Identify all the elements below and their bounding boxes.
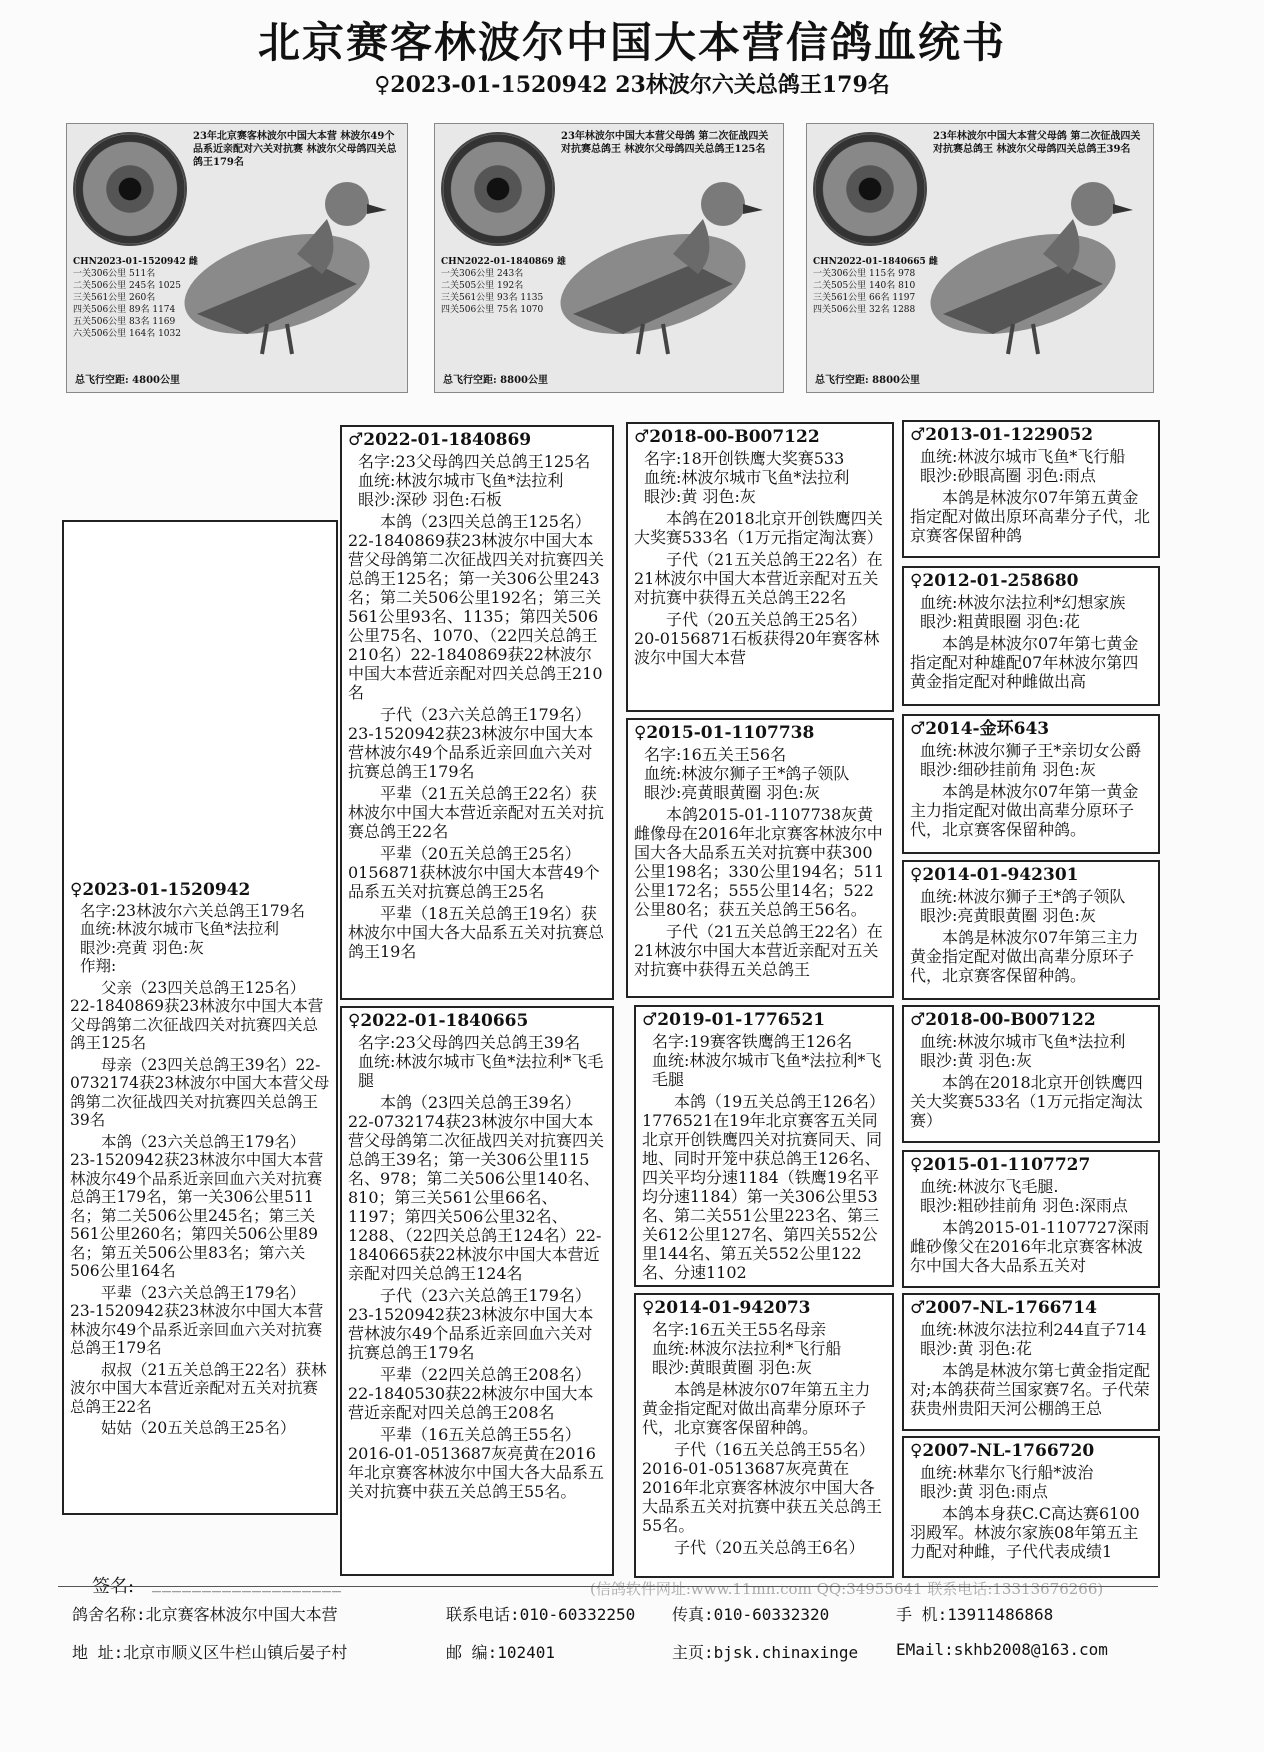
homepage-link[interactable]: 主页:bjsk.chinaxinge bbox=[672, 1643, 859, 1662]
address: 地 址:北京市顺义区牛栏山镇后晏子村 bbox=[72, 1643, 348, 1662]
photo-stat-line: 二关505公里 192名 bbox=[441, 281, 524, 291]
ggp-bloodline: 血统:林波尔狮子王*鸽子领队 bbox=[920, 887, 1126, 906]
photo-footer: 总飞行空距: 4800公里 bbox=[75, 375, 181, 386]
pigeon-photo-card bbox=[434, 123, 784, 393]
photo-stat-line: 三关561公里 260名 bbox=[73, 293, 156, 303]
ggp-ring: ♀2015-01-1107727 bbox=[910, 1155, 1091, 1175]
ggp-eye-color: 眼沙:细砂挂前角 羽色:灰 bbox=[920, 760, 1096, 779]
phone-number: 联系电话:010-60332250 bbox=[446, 1605, 636, 1624]
dam-bloodline: 血统:林波尔城市飞鱼*法拉利*飞毛腿 bbox=[358, 1052, 604, 1090]
sire-eye-color: 眼沙:深砂 羽色:石板 bbox=[358, 490, 502, 509]
self-note: 母亲（23四关总鸽王39名）22-0732174获23林波尔中国大本营父母鸽第二次征战四关对抗赛四关总鸽王39名 bbox=[70, 1055, 330, 1129]
ggp-note: 本鸽是林波尔07年第一黄金主力指定配对做出高辈分原环子代，北京赛客保留种鸽。 bbox=[910, 782, 1139, 839]
sire-dam-note: 本鸽2015-01-1107738灰黄雌像母在2016年北京赛客林波尔中国大各大品系五关对抗赛中获300公里198名；330公里194名；511公里172名；555公里14名；522公里80名；获五关总鸽王56名。 bbox=[634, 805, 885, 919]
ggp-note: 本鸽是林波尔07年第三主力黄金指定配对做出高辈分原环子代，北京赛客保留种鸽。 bbox=[910, 928, 1139, 985]
ggp-ring: ♂2007-NL-1766714 bbox=[910, 1298, 1097, 1318]
ggp-note: 本鸽是林波尔07年第五黄金指定配对做出原环高辈分子代，北京赛客保留种鸽 bbox=[910, 488, 1151, 545]
sire-sire-ring: ♂2018-00-B007122 bbox=[634, 427, 820, 447]
ggp-note: 本鸽在2018北京开创铁鹰四关大奖赛533名（1万元指定淘汰赛） bbox=[910, 1073, 1143, 1130]
dam-sire-box bbox=[634, 1005, 894, 1287]
ggp-ring: ♂2013-01-1229052 bbox=[910, 425, 1094, 445]
dam-dam-eye-color: 眼沙:黄眼黄圈 羽色:灰 bbox=[652, 1358, 812, 1377]
photo-footer: 总飞行空距: 8800公里 bbox=[443, 375, 549, 386]
ggp-eye-color: 眼沙:黄 羽色:雨点 bbox=[920, 1482, 1048, 1501]
ggp-bloodline: 血统:林波尔狮子王*亲切女公爵 bbox=[920, 741, 1142, 760]
great-grandparent-box bbox=[902, 1293, 1160, 1431]
dam-sire-bloodline: 血统:林波尔城市飞鱼*法拉利*飞毛腿 bbox=[652, 1051, 882, 1089]
ggp-bloodline: 血统:林波尔城市飞鱼*法拉利 bbox=[920, 1032, 1126, 1051]
sire-sire-name: 名字:18开创铁鹰大奖赛533 bbox=[644, 449, 845, 468]
photo-ring: CHN2022-01-1840869 雄 bbox=[441, 257, 566, 267]
ggp-eye-color: 眼沙:黄 羽色:花 bbox=[920, 1339, 1032, 1358]
ggp-eye-color: 眼沙:黄 羽色:灰 bbox=[920, 1051, 1032, 1070]
photo-stat-line: 五关506公里 83名 1169 bbox=[73, 317, 176, 327]
photo-stat-line: 四关506公里 32名 1288 bbox=[813, 305, 916, 315]
ggp-ring: ♀2012-01-258680 bbox=[910, 571, 1079, 591]
photo-stat-line: 六关506公里 164名 1032 bbox=[73, 329, 181, 339]
sire-dam-note: 子代（21五关总鸽王22名）在21林波尔中国大本营近亲配对五关对抗赛中获得五关总鸽王 bbox=[634, 922, 883, 979]
great-grandparent-box bbox=[902, 420, 1160, 558]
ggp-bloodline: 血统:林波尔法拉利*幻想家族 bbox=[920, 593, 1126, 612]
dam-sire-ring: ♂2019-01-1776521 bbox=[642, 1010, 826, 1030]
photo-stat-line: 一关306公里 511名 bbox=[73, 269, 156, 279]
sire-note: 平辈（21五关总鸽王22名）获林波尔中国大本营近亲配对五关对抗赛总鸽王22名 bbox=[348, 784, 605, 841]
loft-name: 鸽舍名称:北京赛客林波尔中国大本营 bbox=[72, 1605, 338, 1624]
ggp-ring: ♂2018-00-B007122 bbox=[910, 1010, 1096, 1030]
sire-dam-bloodline: 血统:林波尔狮子王*鸽子领队 bbox=[644, 764, 850, 783]
dam-sire-name: 名字:19赛客铁鹰鸽王126名 bbox=[652, 1032, 853, 1051]
signature-label: 签名: bbox=[92, 1576, 135, 1597]
dam-dam-bloodline: 血统:林波尔法拉利*飞行船 bbox=[652, 1339, 842, 1358]
photo-caption: 23年林波尔中国大本营父母鸽 第二次征战四关对抗赛总鸽王 林波尔父母鸽四关总鸽王39名 bbox=[933, 131, 1141, 155]
ggp-bloodline: 血统:林辈尔飞行船*波治 bbox=[920, 1463, 1094, 1482]
document-title: 北京赛客林波尔中国大本营信鸽血统书 bbox=[257, 18, 1006, 67]
dam-note: 平辈（16五关总鸽王55名）2016-01-0513687灰亮黄在2016年北京赛客林波尔中国大各大品系五关对抗赛中获五关总鸽王55名。 bbox=[348, 1425, 605, 1501]
ggp-bloodline: 血统:林波尔城市飞鱼*飞行船 bbox=[920, 447, 1126, 466]
mobile-number: 手 机:13911486868 bbox=[896, 1605, 1054, 1624]
sire-note: 平辈（20五关总鸽王25名）0156871获林波尔中国大本营49个品系五关对抗赛总鸽王25名 bbox=[348, 844, 600, 901]
dam-dam-name: 名字:16五关王55名母亲 bbox=[652, 1320, 827, 1339]
ggp-eye-color: 眼沙:亮黄眼黄圈 羽色:灰 bbox=[920, 906, 1096, 925]
self-bloodline: 血统:林波尔城市飞鱼*法拉利 bbox=[80, 920, 279, 938]
great-grandparent-box bbox=[902, 714, 1160, 854]
photo-stat-line: 三关561公里 66名 1197 bbox=[813, 293, 916, 303]
sire-dam-eye-color: 眼沙:亮黄眼黄圈 羽色:灰 bbox=[644, 783, 820, 802]
dam-dam-note: 子代（16五关总鸽王55名）2016-01-0513687灰亮黄在2016年北京赛客林波尔中国大各大品系五关对抗赛中获五关总鸽王55名。 bbox=[642, 1440, 883, 1535]
photo-ring: CHN2022-01-1840665 雌 bbox=[813, 257, 938, 267]
ggp-note: 本鸽是林波尔第七黄金指定配对;本鸽获荷兰国家赛7名。子代荣获贵州贵阳天河公棚鸽王总 bbox=[910, 1361, 1151, 1418]
sire-dam-box bbox=[626, 718, 894, 998]
great-grandparent-box bbox=[902, 1005, 1160, 1143]
great-grandparent-box bbox=[902, 1436, 1160, 1578]
ggp-ring: ♀2014-01-942301 bbox=[910, 865, 1079, 885]
postal-code: 邮 编:102401 bbox=[446, 1643, 556, 1662]
sire-sire-eye-color: 眼沙:黄 羽色:灰 bbox=[644, 487, 756, 506]
ggp-note: 本鸽是林波尔07年第七黄金指定配对种雄配07年林波尔第四黄金指定配对种雌做出高 bbox=[910, 634, 1139, 691]
self-note: 平辈（23六关总鸽王179名）23-1520942获23林波尔中国大本营林波尔49个品系近亲回血六关对抗赛总鸽王179名 bbox=[70, 1283, 324, 1357]
ggp-eye-color: 眼沙:砂眼高圈 羽色:雨点 bbox=[920, 466, 1096, 485]
self-ring: ♀2023-01-1520942 bbox=[70, 880, 251, 900]
sire-ring: ♂2022-01-1840869 bbox=[348, 430, 532, 450]
pigeon-image bbox=[903, 164, 1143, 364]
ggp-eye-color: 眼沙:粗黄眼圈 羽色:花 bbox=[920, 612, 1080, 631]
dam-note: 平辈（22四关总鸽王208名）22-1840530获22林波尔中国大本营近亲配对四关总鸽王208名 bbox=[348, 1365, 594, 1422]
dam-dam-note: 子代（20五关总鸽王6名） bbox=[674, 1538, 865, 1557]
self-note: 叔叔（21五关总鸽王22名）获林波尔中国大本营近亲配对五关对抗赛总鸽王22名 bbox=[70, 1360, 327, 1416]
photo-footer: 总飞行空距: 8800公里 bbox=[815, 375, 921, 386]
document-subtitle: ♀2023-01-1520942 23林波尔六关总鸽王179名 bbox=[374, 72, 890, 98]
dam-dam-box bbox=[634, 1293, 894, 1578]
self-note: 父亲（23四关总鸽王125名）22-1840869获23林波尔中国大本营父母鸽第二次征战四关对抗赛四关总鸽王125名 bbox=[70, 978, 324, 1052]
self-pigeon-box bbox=[62, 520, 338, 1515]
photo-stat-line: 二关506公里 245名 1025 bbox=[73, 281, 181, 291]
fax-number: 传真:010-60332320 bbox=[672, 1605, 830, 1624]
photo-stat-line: 四关506公里 89名 1174 bbox=[73, 305, 176, 315]
dam-dam-note: 本鸽是林波尔07年第五主力黄金指定配对做出高辈分原环子代，北京赛客保留种鸽。 bbox=[642, 1380, 871, 1437]
dam-box bbox=[340, 1006, 614, 1576]
ggp-eye-color: 眼沙:粗砂挂前角 羽色:深雨点 bbox=[920, 1196, 1128, 1215]
great-grandparent-box bbox=[902, 860, 1160, 1000]
sire-dam-ring: ♀2015-01-1107738 bbox=[634, 723, 815, 743]
sire-sire-note: 子代（21五关总鸽王22名）在21林波尔中国大本营近亲配对五关对抗赛中获得五关总鸽王22名 bbox=[634, 550, 883, 607]
photo-stat-line: 一关306公里 243名 bbox=[441, 269, 524, 279]
dam-note: 子代（23六关总鸽王179名）23-1520942获23林波尔中国大本营林波尔49个品系近亲回血六关对抗赛总鸽王179名 bbox=[348, 1286, 594, 1362]
ggp-note: 本鸽本身获C.C高达赛6100羽殿军。林波尔家族08年第五主力配对种雌，子代代表成绩1 bbox=[910, 1504, 1140, 1561]
self-note: 本鸽（23六关总鸽王179名）23-1520942获23林波尔中国大本营林波尔49个品系近亲回血六关对抗赛总鸽王179名，第一关306公里511名；第二关506公里245名；第三关561公里260名；第四关506公里89名；第五关506公里83名；第六关506公里164名 bbox=[70, 1132, 324, 1280]
ggp-bloodline: 血统:林波尔法拉利244直子714 bbox=[920, 1320, 1147, 1339]
dam-ring: ♀2022-01-1840665 bbox=[348, 1011, 529, 1031]
photo-ring: CHN2023-01-1520942 雌 bbox=[73, 257, 198, 267]
great-grandparent-box bbox=[902, 566, 1160, 706]
photo-caption: 23年林波尔中国大本营父母鸽 第二次征战四关对抗赛总鸽王 林波尔父母鸽四关总鸽王125名 bbox=[561, 131, 769, 155]
sire-note: 本鸽（23四关总鸽王125名）22-1840869获23林波尔中国大本营父母鸽第二次征战四关对抗赛四关总鸽王125名；第一关306公里243名；第二关506公里192名；第三关561公里93名、1135；第四关506公里75名、1070、（22四关总鸽王210名）22-1840869获22林波尔中国大本营近亲配对四关总鸽王210名 bbox=[348, 512, 605, 702]
pigeon-image bbox=[533, 164, 773, 364]
dam-dam-ring: ♀2014-01-942073 bbox=[642, 1298, 811, 1318]
pigeon-image bbox=[157, 164, 397, 364]
dam-sire-note: 本鸽（19五关总鸽王126名）1776521在19年北京赛客五关同北京开创铁鹰四关对抗赛同天、同地、同时开笼中获总鸽王126名、四关平均分速1184（铁鹰19名平均分速1184）第一关306公里53名、第二关551公里223名、第三关612公里127名、第四关552公里144名、第五关552公里122名、分速1102 bbox=[642, 1092, 885, 1282]
self-eye-color: 眼沙:亮黄 羽色:灰 bbox=[80, 938, 204, 957]
self-name: 名字:23林波尔六关总鸽王179名 bbox=[80, 901, 306, 920]
ggp-bloodline: 血统:林波尔飞毛腿. bbox=[920, 1177, 1059, 1196]
photo-stat-line: 二关505公里 140名 810 bbox=[813, 281, 916, 291]
sire-name: 名字:23父母鸽四关总鸽王125名 bbox=[358, 452, 591, 471]
ggp-note: 本鸽2015-01-1107727深雨雌砂像父在2016年北京赛客林波尔中国大各大品系五关对 bbox=[910, 1218, 1150, 1275]
dam-name: 名字:23父母鸽四关总鸽王39名 bbox=[358, 1033, 581, 1052]
pigeon-photo-card bbox=[806, 123, 1154, 393]
sire-sire-box bbox=[626, 422, 894, 712]
sire-bloodline: 血统:林波尔城市飞鱼*法拉利 bbox=[358, 471, 564, 490]
great-grandparent-box bbox=[902, 1150, 1160, 1288]
dam-note: 本鸽（23四关总鸽王39名）22-0732174获23林波尔中国大本营父母鸽第二次征战四关对抗赛四关总鸽王39名；第一关306公里115名、978；第二关506公里140名、810；第三关561公里66名、1197；第四关506公里32名、1288、（22四关总鸽王124名）22-1840665获22林波尔中国大本营近亲配对四关总鸽王124名 bbox=[348, 1093, 605, 1283]
footer-divider bbox=[58, 1586, 1158, 1587]
sire-dam-name: 名字:16五关王56名 bbox=[644, 745, 787, 764]
sire-sire-note: 本鸽在2018北京开创铁鹰四关大奖赛533名（1万元指定淘汰赛） bbox=[634, 509, 883, 547]
photo-stat-line: 一关306公里 115名 978 bbox=[813, 269, 916, 279]
software-watermark: (信鸽软件网址:www.11mn.com QQ:34955641 联系电话:13313676266) bbox=[590, 1580, 1104, 1598]
self-breeder: 作翔: bbox=[80, 957, 117, 975]
photo-caption: 23年北京赛客林波尔中国大本营 林波尔49个品系近亲配对六关对抗赛 林波尔父母鸽四关总鸽王179名 bbox=[193, 131, 397, 168]
photo-stat-line: 三关561公里 93名 1135 bbox=[441, 293, 544, 303]
ggp-ring: ♂2014-金环643 bbox=[910, 719, 1050, 739]
sire-note: 子代（23六关总鸽王179名）23-1520942获23林波尔中国大本营林波尔49个品系近亲回血六关对抗赛总鸽王179名 bbox=[348, 705, 594, 781]
sire-box bbox=[340, 425, 614, 1000]
email-link[interactable]: EMail:skhb2008@163.com bbox=[896, 1640, 1108, 1659]
self-note: 姑姑（20五关总鸽王25名） bbox=[101, 1419, 296, 1437]
ggp-ring: ♀2007-NL-1766720 bbox=[910, 1441, 1095, 1461]
photo-stat-line: 四关506公里 75名 1070 bbox=[441, 305, 544, 315]
signature-line: ___________________ bbox=[152, 1572, 342, 1593]
sire-note: 平辈（18五关总鸽王19名）获林波尔中国大各大品系五关对抗赛总鸽王19名 bbox=[348, 904, 605, 961]
sire-sire-note: 子代（20五关总鸽王25名）20-0156871石板获得20年赛客林波尔中国大本营 bbox=[634, 610, 880, 667]
pigeon-photo-card bbox=[66, 123, 408, 393]
sire-sire-bloodline: 血统:林波尔城市飞鱼*法拉利 bbox=[644, 468, 850, 487]
